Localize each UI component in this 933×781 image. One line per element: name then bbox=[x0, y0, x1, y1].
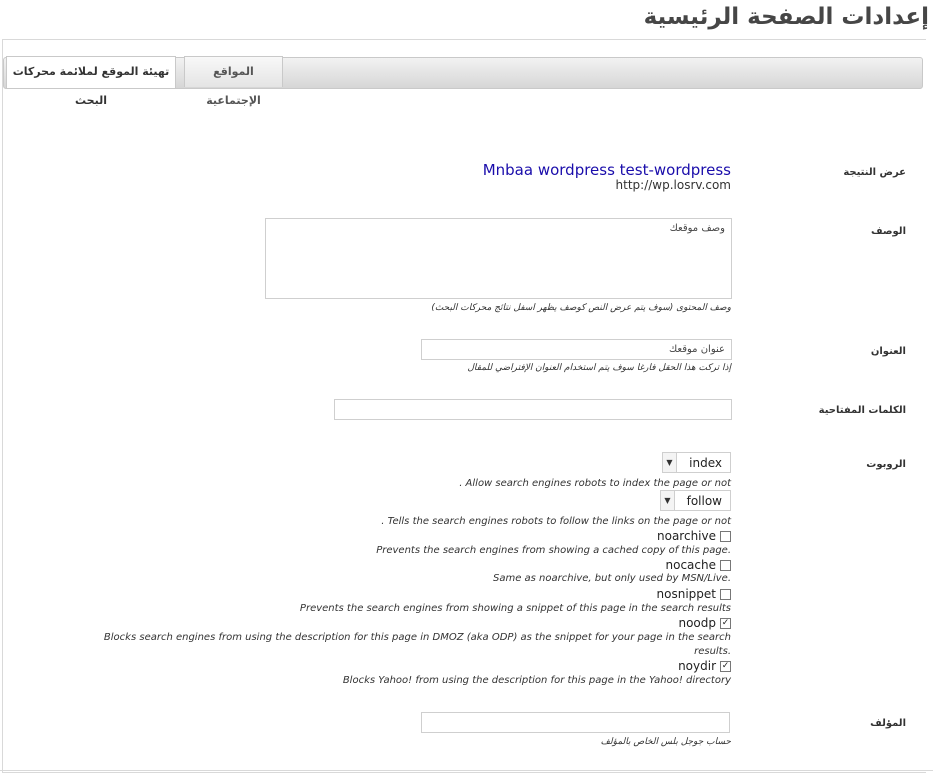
noodp-desc-line2: results. bbox=[694, 646, 731, 657]
follow-desc: . Tells the search engines robots to follow the links on the page or not bbox=[381, 516, 731, 527]
keywords-input[interactable] bbox=[334, 399, 732, 420]
noodp-desc-line1: Blocks search engines from using the description for this page in DMOZ (aka ODP) as the snippet for your page in the search bbox=[103, 632, 731, 643]
nocache-checkbox[interactable] bbox=[720, 560, 731, 571]
noarchive-label: noarchive bbox=[657, 529, 716, 543]
index-select-value: index bbox=[689, 456, 722, 470]
chevron-down-icon: ▼ bbox=[661, 491, 675, 510]
description-textarea[interactable] bbox=[265, 218, 732, 299]
index-select[interactable] bbox=[662, 452, 731, 473]
author-hint: حساب جوجل بلس الخاص بالمؤلف bbox=[600, 737, 731, 747]
nocache-option[interactable] bbox=[666, 558, 731, 572]
noydir-checkbox[interactable]: ✓ bbox=[721, 660, 730, 671]
noarchive-desc: Prevents the search engines from showing a cached copy of this page. bbox=[376, 545, 731, 556]
description-label: الوصف bbox=[870, 226, 906, 237]
nosnippet-option[interactable] bbox=[657, 587, 731, 601]
noarchive-checkbox[interactable] bbox=[720, 531, 731, 542]
keywords-label: الكلمات المفتاحية bbox=[818, 405, 906, 416]
robots-label: الروبوت bbox=[866, 459, 906, 470]
nocache-desc: Same as noarchive, but only used by MSN/Live. bbox=[492, 573, 731, 584]
noydir-desc: Blocks Yahoo! from using the description for this page in the Yahoo! directory bbox=[342, 675, 731, 686]
page-title: إعدادات الصفحة الرئيسية bbox=[643, 4, 929, 30]
preview-url: http://wp.losrv.com bbox=[615, 178, 731, 192]
noarchive-option[interactable] bbox=[657, 529, 731, 543]
title-hint: إذا تركت هذا الحقل فارغا سوف يتم استخدام العنوان الإفتراضي للمقال bbox=[467, 363, 731, 373]
noydir-option[interactable] bbox=[678, 659, 731, 673]
nosnippet-desc: Prevents the search engines from showing a snippet of this page in the search results bbox=[299, 603, 731, 614]
follow-select-value: follow bbox=[686, 494, 722, 508]
follow-select[interactable] bbox=[660, 490, 731, 511]
description-hint: وصف المحتوى (سوف يتم عرض النص كوصف يظهر اسفل نتائج محركات البحث) bbox=[431, 303, 731, 313]
noodp-option[interactable] bbox=[678, 616, 731, 630]
preview-label: عرض النتيجة bbox=[843, 167, 906, 178]
author-input[interactable] bbox=[421, 712, 730, 733]
nosnippet-label: nosnippet bbox=[656, 587, 716, 601]
preview-title: Mnbaa wordpress test-wordpress bbox=[482, 161, 731, 179]
index-desc: . Allow search engines robots to index the page or not bbox=[459, 478, 731, 489]
divider bbox=[0, 770, 933, 771]
tab-social[interactable]: المواقع الإجتماعية bbox=[184, 56, 283, 87]
noydir-label: noydir bbox=[678, 659, 716, 673]
title-input[interactable] bbox=[421, 339, 732, 360]
author-label: المؤلف bbox=[870, 718, 906, 729]
noodp-checkbox[interactable]: ✓ bbox=[721, 617, 730, 628]
chevron-down-icon: ▼ bbox=[663, 453, 677, 472]
tab-seo[interactable]: تهيئة الموقع لملائمة محركات البحث bbox=[6, 56, 176, 88]
title-label: العنوان bbox=[870, 346, 906, 357]
nocache-label: nocache bbox=[665, 558, 716, 572]
nosnippet-checkbox[interactable] bbox=[720, 589, 731, 600]
noodp-label: noodp bbox=[678, 616, 716, 630]
